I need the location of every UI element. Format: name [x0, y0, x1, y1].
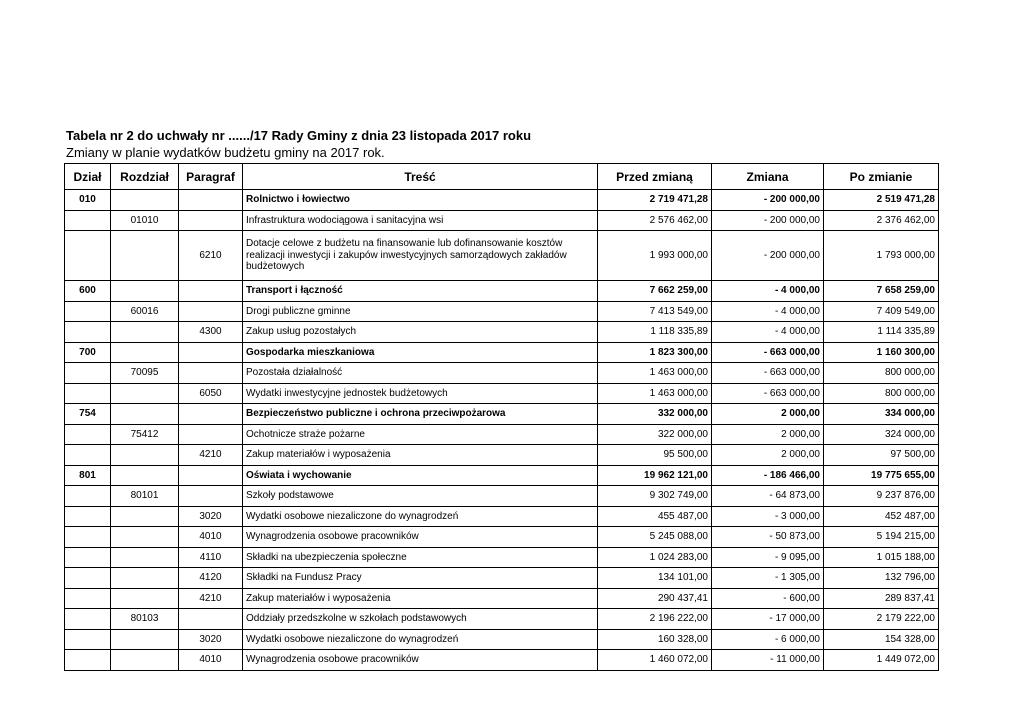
header-dzial: Dział — [65, 164, 111, 190]
cell-po-zmianie: 2 519 471,28 — [824, 190, 939, 211]
cell-tresc: Wydatki inwestycyjne jednostek budżetowych — [243, 383, 598, 404]
cell-tresc: Wynagrodzenia osobowe pracowników — [243, 650, 598, 671]
expenditure-table — [64, 163, 939, 671]
cell-tresc: Zakup materiałów i wyposażenia — [243, 445, 598, 466]
cell-rozdzial — [111, 383, 179, 404]
cell-rozdzial — [111, 568, 179, 589]
cell-rozdzial: 01010 — [111, 210, 179, 231]
cell-po-zmianie: 5 194 215,00 — [824, 527, 939, 548]
cell-po-zmianie: 2 179 222,00 — [824, 609, 939, 630]
cell-dzial — [65, 547, 111, 568]
cell-dzial: 010 — [65, 190, 111, 211]
table-row — [65, 506, 939, 527]
table-row — [65, 322, 939, 343]
cell-dzial — [65, 588, 111, 609]
cell-przed-zmiana: 95 500,00 — [598, 445, 712, 466]
table-row — [65, 383, 939, 404]
cell-dzial — [65, 363, 111, 384]
cell-paragraf: 4010 — [179, 650, 243, 671]
table-row — [65, 609, 939, 630]
cell-po-zmianie: 334 000,00 — [824, 404, 939, 425]
document-subtitle: Zmiany w planie wydatków budżetu gminy na 2017 rok. — [66, 145, 385, 160]
cell-tresc: Transport i łączność — [243, 281, 598, 302]
cell-zmiana: - 200 000,00 — [712, 231, 824, 281]
cell-po-zmianie: 1 160 300,00 — [824, 342, 939, 363]
cell-paragraf — [179, 486, 243, 507]
document-title: Tabela nr 2 do uchwały nr ....../17 Rady Gminy z dnia 23 listopada 2017 roku — [66, 128, 532, 143]
cell-dzial — [65, 445, 111, 466]
cell-rozdzial — [111, 465, 179, 486]
cell-po-zmianie: 154 328,00 — [824, 629, 939, 650]
cell-przed-zmiana: 455 487,00 — [598, 506, 712, 527]
cell-paragraf: 4210 — [179, 588, 243, 609]
cell-rozdzial: 75412 — [111, 424, 179, 445]
cell-zmiana: - 1 305,00 — [712, 568, 824, 589]
table-row — [65, 301, 939, 322]
cell-paragraf: 4210 — [179, 445, 243, 466]
cell-zmiana: - 4 000,00 — [712, 281, 824, 302]
cell-zmiana: - 200 000,00 — [712, 210, 824, 231]
cell-rozdzial: 70095 — [111, 363, 179, 384]
cell-po-zmianie: 800 000,00 — [824, 363, 939, 384]
cell-po-zmianie: 452 487,00 — [824, 506, 939, 527]
cell-po-zmianie: 1 449 072,00 — [824, 650, 939, 671]
cell-tresc: Ochotnicze straże pożarne — [243, 424, 598, 445]
cell-dzial — [65, 383, 111, 404]
header-paragraf: Paragraf — [179, 164, 243, 190]
cell-paragraf: 4120 — [179, 568, 243, 589]
cell-zmiana: - 4 000,00 — [712, 301, 824, 322]
table-row — [65, 568, 939, 589]
table-row — [65, 424, 939, 445]
table-row — [65, 547, 939, 568]
header-zmiana: Zmiana — [712, 164, 824, 190]
cell-przed-zmiana: 1 463 000,00 — [598, 383, 712, 404]
cell-zmiana: - 64 873,00 — [712, 486, 824, 507]
cell-zmiana: 2 000,00 — [712, 424, 824, 445]
cell-dzial — [65, 609, 111, 630]
header-przed-zmiana: Przed zmianą — [598, 164, 712, 190]
cell-zmiana: 2 000,00 — [712, 445, 824, 466]
cell-przed-zmiana: 1 463 000,00 — [598, 363, 712, 384]
table-row — [65, 650, 939, 671]
cell-dzial — [65, 322, 111, 343]
cell-zmiana: - 200 000,00 — [712, 190, 824, 211]
cell-paragraf — [179, 190, 243, 211]
cell-tresc: Składki na ubezpieczenia społeczne — [243, 547, 598, 568]
cell-rozdzial: 80103 — [111, 609, 179, 630]
cell-tresc: Wydatki osobowe niezaliczone do wynagrodzeń — [243, 506, 598, 527]
cell-przed-zmiana: 2 719 471,28 — [598, 190, 712, 211]
cell-rozdzial — [111, 445, 179, 466]
cell-przed-zmiana: 322 000,00 — [598, 424, 712, 445]
cell-dzial: 700 — [65, 342, 111, 363]
cell-przed-zmiana: 2 576 462,00 — [598, 210, 712, 231]
cell-przed-zmiana: 1 118 335,89 — [598, 322, 712, 343]
cell-przed-zmiana: 1 993 000,00 — [598, 231, 712, 281]
cell-po-zmianie: 7 658 259,00 — [824, 281, 939, 302]
cell-paragraf: 3020 — [179, 629, 243, 650]
cell-dzial: 801 — [65, 465, 111, 486]
cell-tresc: Wydatki osobowe niezaliczone do wynagrodzeń — [243, 629, 598, 650]
cell-tresc: Szkoły podstawowe — [243, 486, 598, 507]
cell-paragraf — [179, 363, 243, 384]
cell-dzial — [65, 210, 111, 231]
cell-paragraf — [179, 609, 243, 630]
cell-przed-zmiana: 1 024 283,00 — [598, 547, 712, 568]
cell-po-zmianie: 19 775 655,00 — [824, 465, 939, 486]
cell-paragraf: 3020 — [179, 506, 243, 527]
cell-rozdzial — [111, 588, 179, 609]
cell-po-zmianie: 1 015 188,00 — [824, 547, 939, 568]
cell-dzial — [65, 424, 111, 445]
table-row — [65, 588, 939, 609]
table-row — [65, 342, 939, 363]
cell-po-zmianie: 7 409 549,00 — [824, 301, 939, 322]
cell-rozdzial: 80101 — [111, 486, 179, 507]
cell-tresc: Bezpieczeństwo publiczne i ochrona przeciwpożarowa — [243, 404, 598, 425]
header-po-zmianie: Po zmianie — [824, 164, 939, 190]
table-row — [65, 445, 939, 466]
table-row — [65, 190, 939, 211]
cell-tresc: Pozostała działalność — [243, 363, 598, 384]
cell-po-zmianie: 800 000,00 — [824, 383, 939, 404]
cell-tresc: Gospodarka mieszkaniowa — [243, 342, 598, 363]
cell-dzial — [65, 527, 111, 548]
table-header-row — [65, 164, 939, 190]
cell-tresc: Oddziały przedszkolne w szkołach podstawowych — [243, 609, 598, 630]
cell-rozdzial — [111, 629, 179, 650]
cell-zmiana: - 663 000,00 — [712, 383, 824, 404]
cell-tresc: Rolnictwo i łowiectwo — [243, 190, 598, 211]
cell-dzial: 600 — [65, 281, 111, 302]
cell-paragraf: 4110 — [179, 547, 243, 568]
cell-tresc: Dotacje celowe z budżetu na finansowanie lub dofinansowanie kosztów realizacji inwestycji i zakupów inwestycyjnych samorządowych zakładów budżetowych — [243, 231, 598, 281]
cell-tresc: Zakup usług pozostałych — [243, 322, 598, 343]
cell-przed-zmiana: 1 460 072,00 — [598, 650, 712, 671]
table-row — [65, 363, 939, 384]
cell-paragraf — [179, 281, 243, 302]
cell-dzial — [65, 231, 111, 281]
table-row — [65, 629, 939, 650]
table-row — [65, 404, 939, 425]
cell-przed-zmiana: 5 245 088,00 — [598, 527, 712, 548]
cell-po-zmianie: 1 114 335,89 — [824, 322, 939, 343]
cell-zmiana: - 9 095,00 — [712, 547, 824, 568]
cell-paragraf — [179, 301, 243, 322]
cell-rozdzial — [111, 190, 179, 211]
cell-zmiana: - 186 466,00 — [712, 465, 824, 486]
header-rozdzial: Rozdział — [111, 164, 179, 190]
cell-przed-zmiana: 134 101,00 — [598, 568, 712, 589]
cell-zmiana: - 600,00 — [712, 588, 824, 609]
cell-zmiana: - 4 000,00 — [712, 322, 824, 343]
cell-dzial — [65, 506, 111, 527]
cell-paragraf — [179, 465, 243, 486]
table-row — [65, 210, 939, 231]
cell-przed-zmiana: 7 662 259,00 — [598, 281, 712, 302]
cell-po-zmianie: 289 837,41 — [824, 588, 939, 609]
cell-zmiana: - 3 000,00 — [712, 506, 824, 527]
cell-paragraf — [179, 342, 243, 363]
cell-rozdzial — [111, 281, 179, 302]
cell-tresc: Infrastruktura wodociągowa i sanitacyjna wsi — [243, 210, 598, 231]
cell-rozdzial — [111, 506, 179, 527]
cell-dzial — [65, 629, 111, 650]
cell-rozdzial — [111, 322, 179, 343]
cell-po-zmianie: 97 500,00 — [824, 445, 939, 466]
cell-po-zmianie: 1 793 000,00 — [824, 231, 939, 281]
cell-zmiana: 2 000,00 — [712, 404, 824, 425]
cell-rozdzial — [111, 231, 179, 281]
cell-paragraf: 6210 — [179, 231, 243, 281]
table-row — [65, 465, 939, 486]
cell-zmiana: - 50 873,00 — [712, 527, 824, 548]
cell-dzial — [65, 650, 111, 671]
cell-paragraf: 4300 — [179, 322, 243, 343]
cell-dzial: 754 — [65, 404, 111, 425]
cell-tresc: Składki na Fundusz Pracy — [243, 568, 598, 589]
cell-przed-zmiana: 19 962 121,00 — [598, 465, 712, 486]
cell-po-zmianie: 9 237 876,00 — [824, 486, 939, 507]
cell-paragraf: 4010 — [179, 527, 243, 548]
header-tresc: Treść — [243, 164, 598, 190]
cell-rozdzial — [111, 342, 179, 363]
cell-rozdzial — [111, 547, 179, 568]
cell-rozdzial — [111, 527, 179, 548]
cell-przed-zmiana: 2 196 222,00 — [598, 609, 712, 630]
cell-tresc: Zakup materiałów i wyposażenia — [243, 588, 598, 609]
cell-zmiana: - 6 000,00 — [712, 629, 824, 650]
cell-po-zmianie: 2 376 462,00 — [824, 210, 939, 231]
table-row — [65, 527, 939, 548]
cell-dzial — [65, 301, 111, 322]
cell-paragraf: 6050 — [179, 383, 243, 404]
cell-przed-zmiana: 1 823 300,00 — [598, 342, 712, 363]
cell-rozdzial: 60016 — [111, 301, 179, 322]
cell-po-zmianie: 132 796,00 — [824, 568, 939, 589]
cell-paragraf — [179, 424, 243, 445]
cell-dzial — [65, 486, 111, 507]
cell-zmiana: - 11 000,00 — [712, 650, 824, 671]
cell-tresc: Oświata i wychowanie — [243, 465, 598, 486]
cell-po-zmianie: 324 000,00 — [824, 424, 939, 445]
table-row — [65, 231, 939, 281]
cell-przed-zmiana: 9 302 749,00 — [598, 486, 712, 507]
cell-rozdzial — [111, 404, 179, 425]
cell-paragraf — [179, 404, 243, 425]
cell-zmiana: - 663 000,00 — [712, 363, 824, 384]
cell-rozdzial — [111, 650, 179, 671]
table-body — [65, 190, 939, 671]
cell-przed-zmiana: 290 437,41 — [598, 588, 712, 609]
table-row — [65, 486, 939, 507]
table-row — [65, 281, 939, 302]
cell-dzial — [65, 568, 111, 589]
cell-przed-zmiana: 332 000,00 — [598, 404, 712, 425]
cell-zmiana: - 17 000,00 — [712, 609, 824, 630]
cell-tresc: Wynagrodzenia osobowe pracowników — [243, 527, 598, 548]
cell-paragraf — [179, 210, 243, 231]
cell-zmiana: - 663 000,00 — [712, 342, 824, 363]
cell-tresc: Drogi publiczne gminne — [243, 301, 598, 322]
cell-przed-zmiana: 7 413 549,00 — [598, 301, 712, 322]
cell-przed-zmiana: 160 328,00 — [598, 629, 712, 650]
